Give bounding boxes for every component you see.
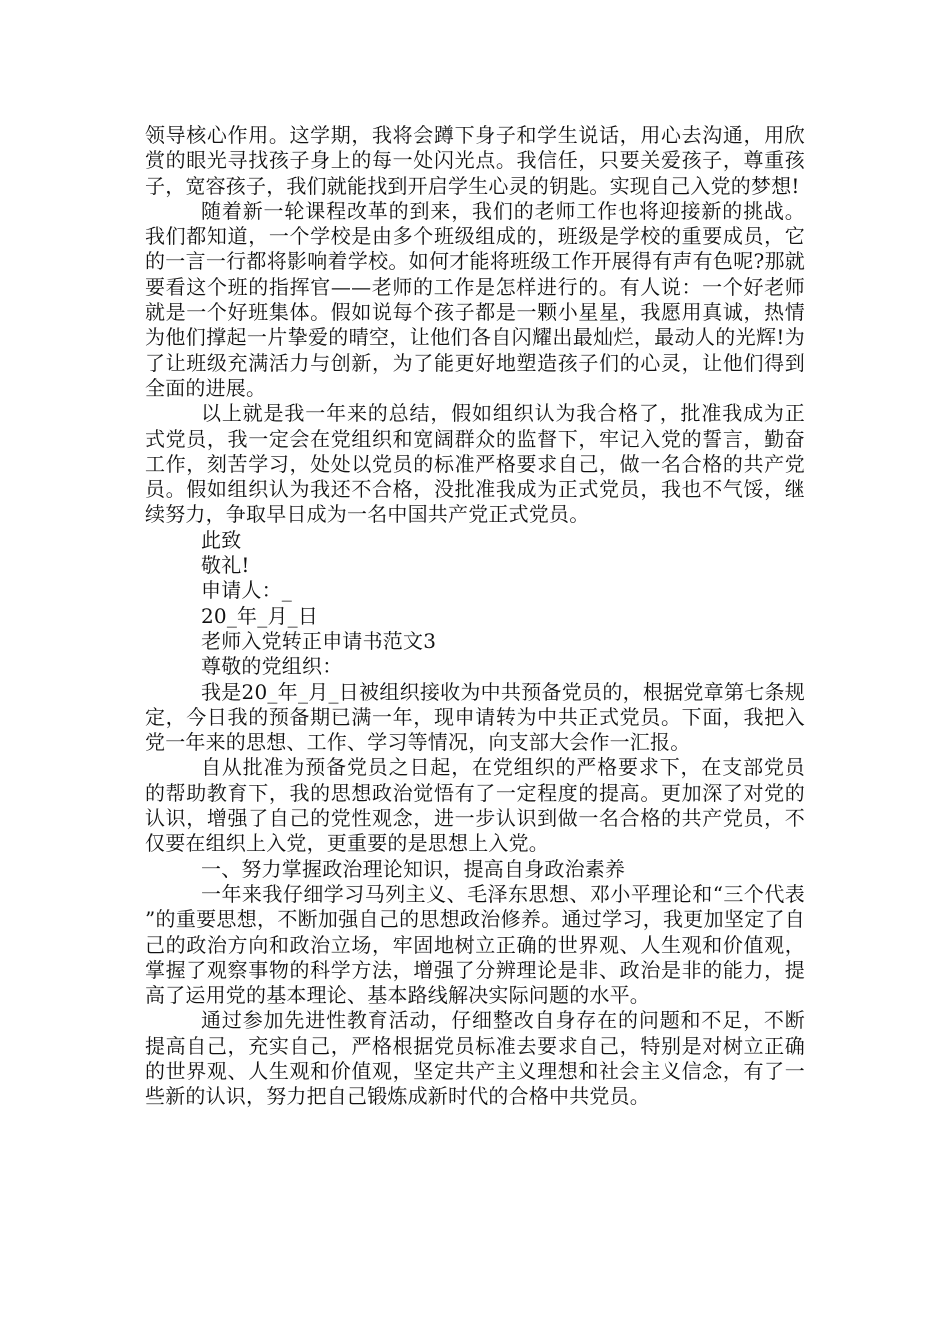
paragraph: 随着新一轮课程改革的到来，我们的老师工作也将迎接新的挑战。我们都知道，一个学校是由多个班级组成的，班级是学校的重要成员，它的一言一行都将影响着学校。如何才能将班级工作开展得有声有色呢?那就要看这个班的指挥官——老师的工作是怎样进行的。有人说：一个好老师就是一个好班集体。假如说每个孩子都是一颗小星星，我愿用真诚，热情为他们撑起一片挚爱的晴空，让他们各自闪耀出最灿烂，最动人的光辉!为了让班级充满活力与创新，为了能更好地塑造孩子们的心灵，让他们得到全面的进展。 — [145, 198, 805, 400]
paragraph: 通过参加先进性教育活动，仔细整改自身存在的问题和不足，不断提高自己，充实自己，严格根据党员标准去要求自己，特别是对树立正确的世界观、人生观和价值观，坚定共产主义理想和社会主义信念，有了一些新的认识，努力把自己锻炼成新时代的合格中共党员。 — [145, 1008, 805, 1109]
section-title: 老师入党转正申请书范文3 — [201, 628, 437, 653]
date-line: 20_年_月_日 — [201, 603, 319, 628]
greeting: 尊敬的党组织： — [201, 654, 343, 679]
subheading: 一、努力掌握政治理论知识，提高自身政治素养 — [201, 856, 626, 881]
paragraph: 我是20_年_月_日被组织接收为中共预备党员的，根据党章第七条规定，今日我的预备期已满一年，现申请转为中共正式党员。下面，我把入党一年来的思想、工作、学习等情况，向支部大会作一汇报。 — [145, 679, 805, 755]
paragraph: 以上就是我一年来的总结，假如组织认为我合格了，批准我成为正式党员，我一定会在党组织和宽阔群众的监督下，牢记入党的誓言，勤奋工作，刻苦学习，处处以党员的标准严格要求自己，做一名合格的共产党员。假如组织认为我还不合格，没批准我成为正式党员，我也不气馁，继续努力，争取早日成为一名中国共产党正式党员。 — [145, 401, 805, 527]
closing-respect: 敬礼! — [201, 553, 250, 578]
paragraph: 领导核心作用。这学期，我将会蹲下身子和学生说话，用心去沟通，用欣赏的眼光寻找孩子身上的每一处闪光点。我信任，只要关爱孩子，尊重孩子，宽容孩子，我们就能找到开启学生心灵的钥匙。实现自己入党的梦想! — [145, 123, 805, 198]
paragraph: 自从批准为预备党员之日起，在党组织的严格要求下，在支部党员的帮助教育下，我的思想政治觉悟有了一定程度的提高。更加深了对党的认识，增强了自己的党性观念，进一步认识到做一名合格的共产党员，不仅要在组织上入党，更重要的是思想上入党。 — [145, 755, 805, 856]
document-page — [145, 123, 805, 1110]
paragraph: 一年来我仔细学习马列主义、毛泽东思想、邓小平理论和“三个代表”的重要思想，不断加强自己的思想政治修养。通过学习，我更加坚定了自己的政治方向和政治立场，牢固地树立正确的世界观、人生观和价值观，掌握了观察事物的科学方法，增强了分辨理论是非、政治是非的能力，提高了运用党的基本理论、基本路线解决实际问题的水平。 — [145, 881, 805, 1008]
applicant-line: 申请人：_ — [201, 578, 292, 603]
closing-salutation: 此致 — [201, 527, 242, 552]
